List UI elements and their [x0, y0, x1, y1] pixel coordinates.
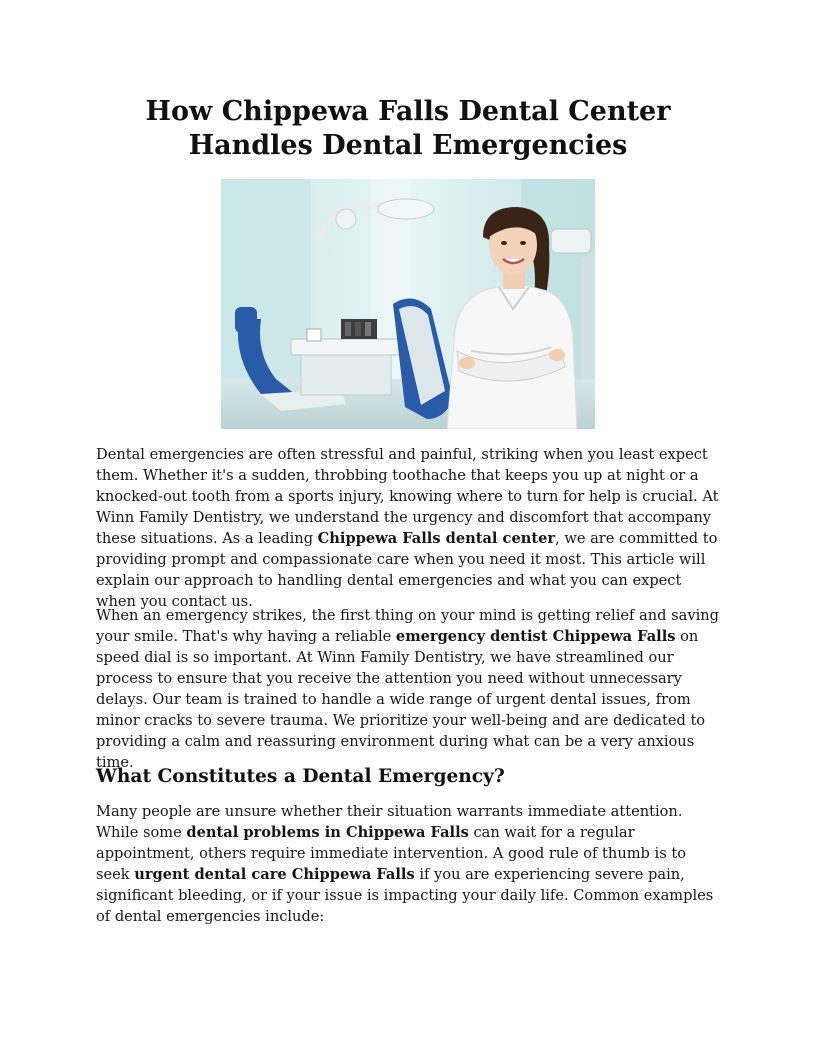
paragraph3-text-3: if you are experiencing severe pain, significant bleeding, or if your issue is impacting your daily life. Common examples of dental emergencies include: [96, 866, 714, 925]
section-heading: What Constitutes a Dental Emergency? [96, 766, 505, 787]
paragraph2-text-2: on speed dial is so important. At Winn Family Dentistry, we have streamlined our process to ensure that you receive the attention you need without unnecessary delays. Our team is trained to handle a wide range of urgent dental issues, from minor cracks to severe trauma. We prioritize your well-being and are dedicated to providing a calm and reassuring environment during what can be a very anxious time. [96, 628, 706, 771]
paragraph2-text-1: When an emergency strikes, the first thing on your mind is getting relief and saving your smile. That's why having a reliable [96, 607, 719, 645]
keyword-emergency-dentist: emergency dentist Chippewa Falls [395, 628, 676, 645]
paragraph3-text-1: Many people are unsure whether their situation warrants immediate attention. While some [96, 803, 683, 841]
dental-clinic-photo [221, 179, 595, 429]
paragraph3-text-2: can wait for a regular appointment, others require immediate intervention. A good rule of thumb is to seek [96, 824, 686, 883]
keyword-dental-problems: dental problems in Chippewa Falls [186, 824, 469, 841]
constitutes-paragraph [96, 801, 722, 927]
keyword-urgent-care: urgent dental care Chippewa Falls [134, 866, 415, 883]
emergency-paragraph [96, 605, 722, 773]
keyword-dental-center: Chippewa Falls dental center [317, 530, 556, 547]
paragraph1-text-2: , we are committed to providing prompt and compassionate care when you need it most. This article will explain our approach to handling dental emergencies and what you can expect when you contact us. [96, 530, 718, 610]
intro-paragraph [96, 444, 722, 612]
paragraph1-text-1: Dental emergencies are often stressful and painful, striking when you least expect them. Whether it's a sudden, throbbing toothache that keeps you up at night or a knocked-out tooth from a sports injury, knowing where to turn for help is crucial. At Winn Family Dentistry, we understand the urgency and discomfort that accompany these situations. As a leading [96, 446, 719, 547]
page-title: How Chippewa Falls Dental Center Handles Dental Emergencies [145, 96, 671, 161]
